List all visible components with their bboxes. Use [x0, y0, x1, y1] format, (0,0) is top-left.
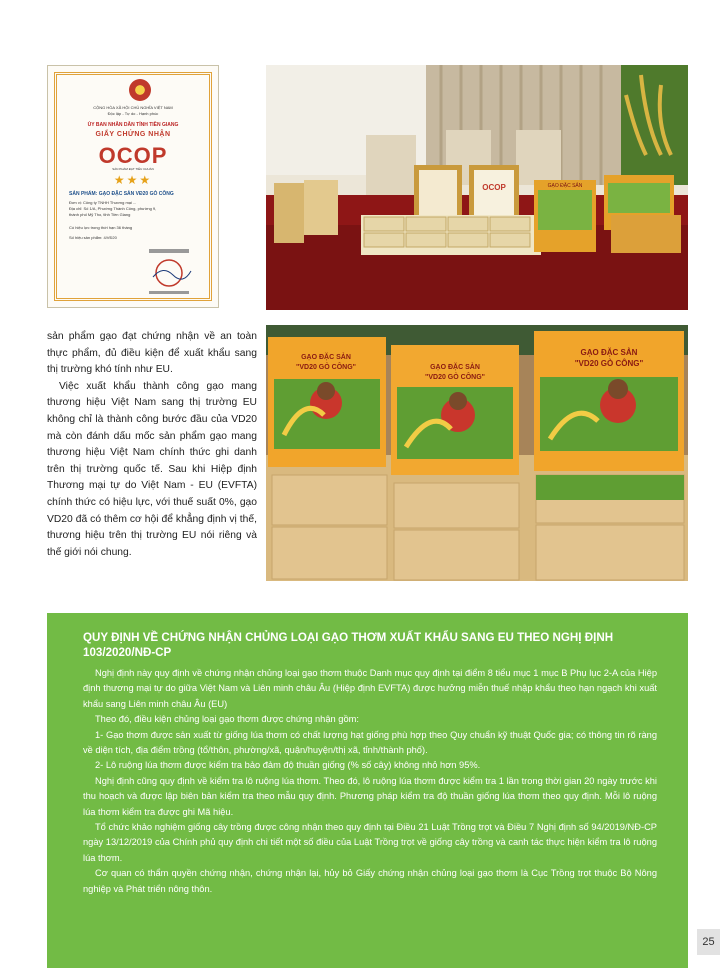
rice-bags-photo — [266, 325, 688, 581]
box-paragraph-6: Tổ chức khảo nghiệm giống cây trồng được công nhận theo quy định tại Điều 21 Luật Trồng trọt và Điều 7 Nghị định số 94/2019/NĐ-CP ngày 13/12/2019 của Chính phủ quy định chi tiết một số điều của Luật Trồng trọt về giống cây trồng và canh tác thực hiện kiểm tra lô ruộng lúa thơm. — [83, 822, 657, 863]
article-body — [47, 329, 257, 561]
rice-display-photo — [266, 65, 688, 310]
regulation-info-box — [47, 613, 688, 968]
display-bag-label: GẠO ĐẶC SẢN — [547, 183, 583, 189]
box-paragraph-5: Nghị định cũng quy định về kiểm tra lô ruộng lúa thơm. Theo đó, lô ruộng lúa thơm được kiểm tra 1 lần trong thời gian 20 ngày trước khi thu hoạch và được lập biên bản kiểm tra theo mẫu quy định. Phương pháp kiểm tra độ thuần giống lúa thơm theo quy định. Mỗi lô ruộng lúa thơm kiểm tra được ghi Mã hiệu. — [83, 775, 657, 817]
national-emblem-icon — [129, 79, 151, 101]
ocop-certificate-image — [47, 65, 219, 308]
box-title: QUY ĐỊNH VỀ CHỨNG NHẬN CHỦNG LOẠI GẠO THƠM XUẤT KHẨU SANG EU THEO NGHỊ ĐỊNH 103/2020/NĐ-CP — [83, 631, 614, 659]
certificate-signature-block — [57, 243, 211, 303]
body-paragraph-2: Việc xuất khẩu thành công gạo mang thương hiệu Việt Nam sang thị trường EU không chỉ là thành công bước đầu của VD20 mà còn đánh dấu mốc sản phẩm gạo mang thương hiệu Việt Nam chính thức ghi danh trên thị trường quốc tế. Sau khi Hiệp định Thương mại tự do Việt Nam - EU (EVFTA) chính thức có hiệu lực, với thuế suất 0%, gạo VD20 đã có thêm cơ hội để khẳng định vị thế, thương hiệu trên thị trường EU nói riêng và thế giới nói chung. — [47, 380, 257, 558]
bag-1-label-b: "VD20 GÒ CÔNG" — [296, 364, 356, 371]
certificate-header-1: CỘNG HÒA XÃ HỘI CHỦ NGHĨA VIỆT NAM — [93, 105, 173, 110]
bag-1-label-a: GẠO ĐẶC SẢN — [301, 354, 351, 361]
rating-stars: ★★★ — [113, 173, 153, 187]
ocop-frame-label: OCOP — [482, 183, 506, 192]
certificate-address: Địa chỉ: Số 1/A, Phường Thành Công, phường 9, — [69, 206, 157, 211]
bag-3-label-a: GẠO ĐẶC SẢN — [580, 348, 638, 357]
certificate-city: thành phố Mỹ Tho, tỉnh Tiền Giang — [69, 212, 131, 217]
rice-bags-scene — [266, 325, 688, 581]
certificate-valid: Có hiệu lực trong thời hạn 36 tháng — [69, 225, 133, 230]
box-paragraph-7: Cơ quan có thẩm quyền chứng nhận, chứng nhận lại, hủy bỏ Giấy chứng nhận chủng loại gạo thơm là Cục Trồng trọt thuộc Bộ Nông nghiệp và Phát triển nông thôn. — [83, 868, 657, 894]
rice-display-scene — [266, 65, 688, 310]
certificate-number: Số hiệu sản phẩm: 4/VĐ20 — [69, 235, 117, 240]
ocop-logo: OCOP — [98, 143, 168, 168]
bag-3-label-b: "VD20 GÒ CÔNG" — [574, 359, 644, 368]
certificate-header-2: Độc lập - Tự do - Hạnh phúc — [107, 111, 159, 116]
box-paragraph-3: 1- Gạo thơm được sản xuất từ giống lúa thơm có chất lượng hạt giống phù hợp theo Quy chuẩn kỹ thuật Quốc gia; có thông tin rõ ràng về diện tích, địa điểm trồng (tổ/thôn, phường/xã, quận/huyện/thị xã, tỉnh/thành phố). — [83, 729, 657, 756]
box-paragraph-2: Theo đó, điều kiện chủng loại gạo thơm được chứng nhận gồm: — [95, 714, 359, 725]
certificate-issuer: ỦY BAN NHÂN DÂN TỈNH TIỀN GIANG — [87, 122, 179, 128]
certificate-title: GIẤY CHỨNG NHẬN — [95, 131, 171, 138]
body-paragraph-1: sản phẩm gạo đạt chứng nhận về an toàn thực phẩm, đủ điều kiện để xuất khẩu sang thị trường khó tính như EU. — [47, 331, 257, 376]
bag-2-label-b: "VD20 GÒ CÔNG" — [425, 374, 485, 381]
certificate-subtitle: SẢN PHẨM ĐẠT TIÊU CHUẨN — [112, 167, 154, 171]
certificate-product: SẢN PHẨM: GẠO ĐẶC SẢN VĐ20 GÒ CÔNG — [69, 191, 174, 197]
box-paragraph-4: 2- Lô ruộng lúa thơm được kiểm tra bảo đảm độ thuần giống (% số cây) không nhỏ hơn 95%. — [95, 760, 481, 771]
bag-2-label-a: GẠO ĐẶC SẢN — [430, 364, 480, 371]
page-number: 25 — [697, 929, 720, 955]
certificate-owner: Đơn vị: Công ty TNHH Thương mại ... — [69, 200, 137, 205]
certificate-border — [54, 72, 212, 301]
box-paragraph-1: Nghị định này quy định về chứng nhận chủng loại gạo thơm thuộc Danh mục quy định tại điểm 8 tiểu mục 1 mục B Phụ lục 2-A của Hiệp định thương mại tự do giữa Việt Nam và Liên minh châu Âu (Hiệp định EVFTA) được hưởng miễn thuế nhập khẩu theo hạn ngạch khi xuất khẩu sang Liên minh châu Âu (EU) — [83, 668, 657, 709]
